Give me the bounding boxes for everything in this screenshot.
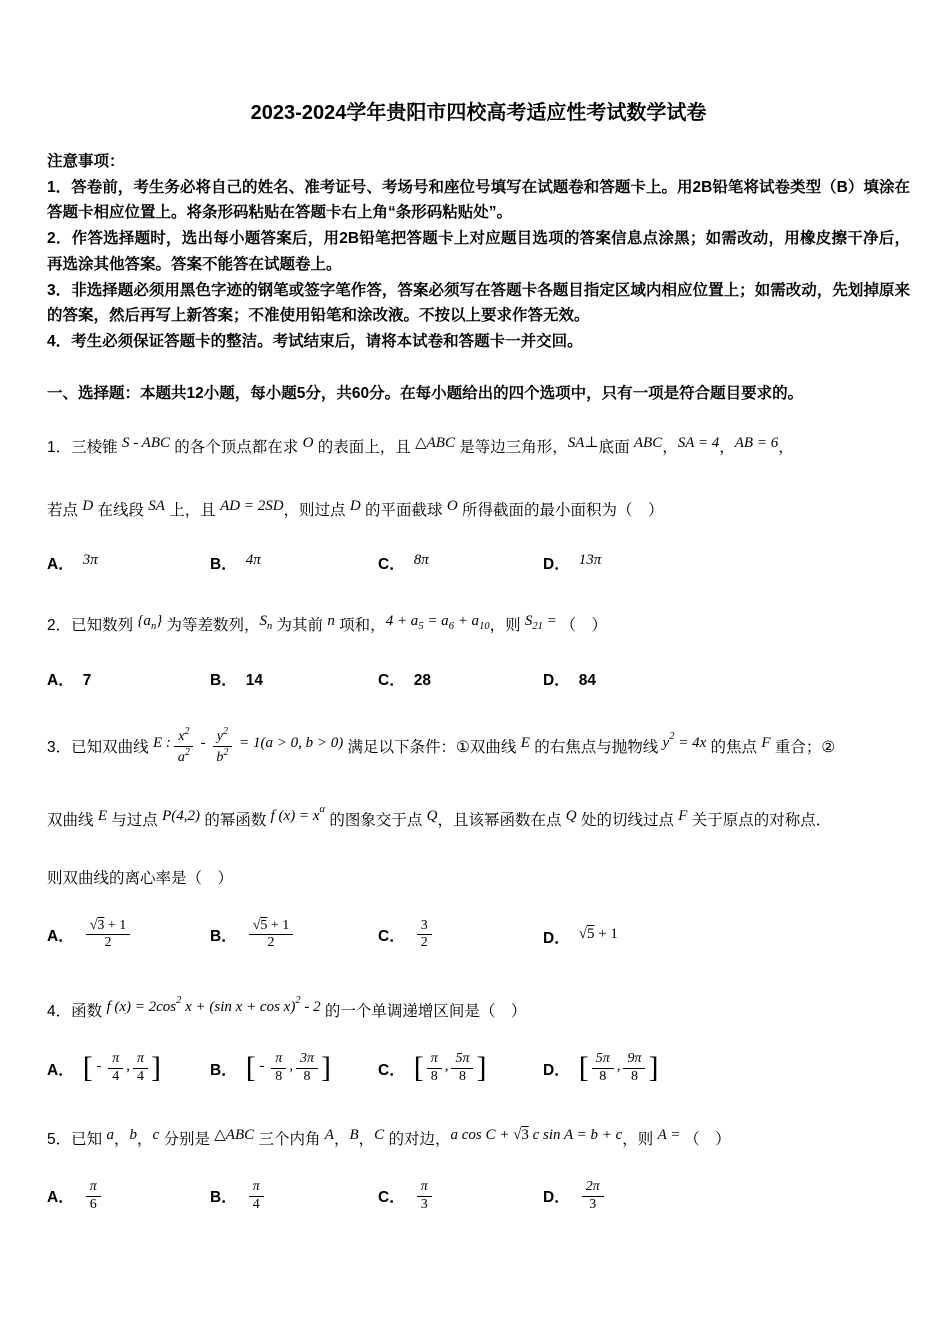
- math-fraction: [296, 1051, 318, 1086]
- notice-item-4: 4．考生必须保证答题卡的整洁。考试结束后，请将本试卷和答题卡一并交回。: [47, 333, 583, 351]
- question-5-options: [47, 1178, 910, 1216]
- math-text: 8: [303, 1069, 311, 1085]
- option-label-b: B．: [210, 1189, 237, 1207]
- math-text: ]: [320, 1050, 331, 1084]
- math-text: [: [245, 1050, 256, 1084]
- math-text: c sin A = b + c: [528, 1126, 623, 1143]
- math-fraction: [212, 726, 232, 767]
- fraction-numerator: [271, 1051, 286, 1069]
- math-text: x: [178, 729, 185, 745]
- math-text: O: [302, 435, 314, 452]
- math-text: 13π: [578, 552, 602, 569]
- option-label-c: C．: [378, 1189, 405, 1207]
- math-text: n: [267, 621, 273, 633]
- fraction-numerator: [249, 918, 294, 936]
- math-text: D: [82, 498, 94, 515]
- math-text: 4: [112, 1069, 120, 1085]
- fraction-numerator: [623, 1051, 645, 1069]
- math-text: O: [446, 498, 458, 515]
- math-text: b: [129, 1126, 137, 1143]
- option-label-d: D．: [543, 556, 570, 574]
- radical-sign: √: [578, 925, 587, 942]
- math-text: 8π: [413, 552, 429, 569]
- notice-item-3: 3．非选择题必须用黑色字迹的钢笔或签字笔作答，答案必须写在答题卡各题目指定区域内相应位置上；如需改动，先划掉原来的答案，然后再写上新答案；不准使用铅笔和涂改液。不按以上要求作答无效。: [47, 281, 910, 325]
- math-text: F: [678, 807, 688, 824]
- option-label-a: A．: [47, 928, 74, 946]
- option-label-d: D．: [543, 1189, 570, 1207]
- math-text: π: [275, 1051, 283, 1067]
- question-3-option-b: [210, 917, 378, 955]
- radical-sign: √: [513, 1126, 522, 1143]
- notice-heading: 注意事项：: [47, 153, 125, 170]
- math-text: 6: [448, 621, 454, 633]
- math-text: 5: [260, 917, 268, 933]
- fraction-numerator: [451, 1051, 473, 1069]
- fraction-numerator: [417, 918, 432, 936]
- question-3: [47, 720, 910, 954]
- math-text: -: [196, 735, 210, 752]
- math-sqrt: [579, 926, 595, 942]
- fraction-denominator: [133, 1069, 148, 1086]
- option-value-b: [246, 672, 263, 689]
- math-text: - 2: [300, 999, 321, 1016]
- math-text: ,: [289, 1057, 293, 1074]
- fraction-denominator: [212, 747, 232, 767]
- fraction-denominator: [627, 1069, 642, 1086]
- option-value-d: [578, 552, 602, 573]
- math-text: 28: [413, 672, 431, 690]
- math-text: 5π: [455, 1051, 470, 1067]
- option-label-c: C．: [378, 1061, 405, 1079]
- math-text: c: [152, 1126, 160, 1143]
- math-fraction: [86, 918, 131, 953]
- fraction-denominator: [101, 935, 116, 952]
- math-sqrt: [513, 1127, 529, 1143]
- math-text: -: [92, 1057, 106, 1074]
- math-fraction: [174, 726, 194, 767]
- math-text: = 1(a > 0, b > 0): [235, 735, 344, 752]
- math-fraction: [592, 1051, 614, 1086]
- math-fraction: [451, 1051, 473, 1086]
- math-fraction: [271, 1051, 286, 1086]
- option-label-c: C．: [378, 556, 405, 574]
- math-text: D: [349, 498, 361, 515]
- math-text: + 1: [594, 925, 618, 942]
- question-4-option-d: [543, 1050, 659, 1088]
- math-text: a: [106, 1126, 114, 1143]
- section-heading: 一、选择题：本题共12小题，每小题5分，共60分。在每小题给出的四个选项中，只有一项是符合题目要求的。: [47, 384, 804, 402]
- radical-sign: √: [252, 917, 261, 933]
- math-text: 2: [222, 726, 228, 738]
- fraction-denominator: [595, 1069, 610, 1086]
- math-text: 5π: [595, 1051, 610, 1067]
- math-text: =: [542, 613, 561, 630]
- fraction-numerator: [296, 1051, 318, 1069]
- math-text: 3: [521, 1126, 529, 1143]
- math-text: π: [89, 1178, 97, 1194]
- fraction-denominator: [299, 1069, 314, 1086]
- notice-item-2: 2．作答选择题时，选出每小题答案后，用2B铅笔把答题卡上对应题目选项的答案信息点涂黑；如需改动，用橡皮擦干净后，再选涂其他答案。答案不能答在试题卷上。: [47, 230, 910, 273]
- math-fraction: [417, 918, 432, 953]
- fraction-denominator: [427, 1069, 442, 1086]
- math-fraction: [582, 1179, 604, 1214]
- question-1-option-c: [378, 552, 543, 574]
- math-text: S - ABC: [121, 435, 170, 452]
- question-2-line-1: 2．已知数列 {an} 为等差数列，Sn 为其前 n 项和，4 + a5 = a6 + a10，则 S21 = （ ）: [47, 613, 608, 635]
- math-text: 3: [97, 917, 105, 933]
- math-text: + 1: [267, 917, 290, 933]
- math-text: 2: [267, 935, 275, 951]
- math-sqrt: [90, 918, 105, 933]
- question-2-option-d: [543, 668, 596, 690]
- radical-sign: √: [89, 917, 98, 933]
- math-text: 3: [420, 1196, 428, 1212]
- math-sqrt: [253, 918, 268, 933]
- math-text: π: [420, 1178, 428, 1194]
- math-text: a cos C +: [450, 1126, 514, 1143]
- fraction-numerator: [174, 726, 193, 747]
- option-label-a: A．: [47, 556, 74, 574]
- fraction-numerator: [86, 1179, 101, 1197]
- option-value-a: [83, 672, 92, 689]
- math-text: 21: [532, 621, 543, 633]
- radicand: [521, 1127, 529, 1143]
- question-4-option-a: [47, 1050, 210, 1088]
- option-label-a: A．: [47, 1061, 74, 1079]
- math-text: n: [327, 613, 335, 630]
- question-2-options: [47, 668, 910, 690]
- option-value-a: [83, 917, 134, 951]
- fraction-denominator: [249, 1197, 264, 1214]
- math-text: Q: [426, 807, 438, 824]
- fraction-denominator: [455, 1069, 470, 1086]
- option-value-a: [82, 552, 98, 573]
- math-fraction: [417, 1179, 432, 1214]
- math-text: y: [662, 735, 670, 752]
- fraction-numerator: [133, 1051, 148, 1069]
- math-text: 2: [223, 746, 229, 758]
- question-1-option-d: [543, 552, 601, 574]
- math-text: 2: [176, 995, 182, 1007]
- math-text: 2π: [585, 1178, 600, 1194]
- math-text: 8: [430, 1069, 438, 1085]
- question-3-option-a: [47, 917, 210, 955]
- question-5-line-1: 5．已知 a，b，c 分别是 △ABC 三个内角 A，B，C 的对边，a cos C + √3 c sin A = b + c，则 A = （ ）: [47, 1126, 731, 1148]
- math-text: 4: [252, 1196, 260, 1212]
- fraction-denominator: [417, 1197, 432, 1214]
- math-text: 2: [420, 935, 428, 951]
- question-1: [47, 426, 910, 574]
- math-text: SA = 4: [677, 435, 720, 452]
- option-label-b: B．: [210, 1061, 237, 1079]
- math-fraction: [108, 1051, 123, 1086]
- math-text: P(4,2): [162, 807, 201, 824]
- fraction-denominator: [271, 1069, 286, 1086]
- fraction-numerator: [213, 726, 232, 747]
- option-value-a: [83, 1178, 104, 1212]
- math-text: △ABC: [415, 435, 455, 452]
- math-text: n: [150, 621, 157, 633]
- math-text: π: [136, 1051, 144, 1067]
- question-1-line-2: 若点 D 在线段 SA 上，且 AD = 2SD，则过点 D 的平面截球 O 所得截面的最小面积为（ ）: [47, 498, 664, 520]
- math-text: S: [524, 613, 533, 630]
- math-fraction: [623, 1051, 645, 1086]
- math-text: AD = 2SD: [220, 498, 284, 515]
- fraction-numerator: [86, 918, 131, 936]
- math-text: 4: [136, 1069, 144, 1085]
- math-text: 3: [420, 917, 428, 933]
- math-text: = 4x: [674, 735, 707, 752]
- question-2-option-a: [47, 668, 210, 690]
- math-text: 10: [479, 621, 490, 633]
- fraction-denominator: [86, 1197, 101, 1214]
- fraction-denominator: [585, 1197, 600, 1214]
- math-text: }: [156, 613, 163, 630]
- option-label-d: D．: [543, 672, 570, 690]
- math-text: π: [112, 1051, 120, 1067]
- fraction-denominator: [108, 1069, 123, 1086]
- math-text: 5: [418, 621, 424, 633]
- math-text: AB = 6: [734, 435, 779, 452]
- fraction-numerator: [108, 1051, 123, 1069]
- math-text: 7: [82, 672, 92, 690]
- math-text: α: [319, 803, 326, 815]
- fraction-denominator: [264, 935, 279, 952]
- math-text: -: [255, 1057, 269, 1074]
- math-text: 3π: [299, 1051, 314, 1067]
- math-text: π: [430, 1051, 438, 1067]
- option-value-c: [414, 672, 431, 689]
- fraction-denominator: [417, 935, 432, 952]
- option-label-b: B．: [210, 672, 237, 690]
- math-text: 4 + a: [385, 613, 419, 630]
- math-text: y: [216, 729, 223, 745]
- question-1-option-a: [47, 552, 210, 574]
- math-text: 2: [104, 935, 112, 951]
- math-text: b: [216, 749, 224, 765]
- question-4-option-c: [378, 1050, 543, 1088]
- fraction-numerator: [592, 1051, 614, 1069]
- question-3-option-d: [543, 926, 618, 948]
- question-4: [47, 984, 910, 1088]
- math-text: ,: [126, 1057, 130, 1074]
- math-text: + 1: [104, 917, 127, 933]
- math-text: A =: [657, 1126, 685, 1143]
- fraction-numerator: [417, 1179, 432, 1197]
- math-text: 2: [184, 746, 190, 758]
- math-text: B: [349, 1126, 359, 1143]
- question-1-option-b: [210, 552, 378, 574]
- notice-section: [47, 149, 910, 355]
- math-text: Q: [565, 807, 577, 824]
- option-value-b: [246, 917, 297, 951]
- option-value-a: [82, 1050, 161, 1085]
- math-text: ,: [444, 1057, 449, 1074]
- option-value-d: [578, 925, 618, 947]
- math-text: 8: [458, 1069, 466, 1085]
- math-text: f (x) = x: [270, 807, 320, 824]
- option-label-d: D．: [543, 929, 570, 947]
- math-text: [: [578, 1050, 589, 1084]
- option-label-c: C．: [378, 672, 405, 690]
- math-fraction: [249, 918, 294, 953]
- fraction-denominator: [174, 747, 194, 767]
- math-text: F: [761, 735, 771, 752]
- fraction-numerator: [249, 1179, 264, 1197]
- math-text: ,: [616, 1057, 621, 1074]
- math-fraction: [427, 1051, 442, 1086]
- option-value-b: [245, 552, 261, 573]
- question-2-option-c: [378, 668, 543, 690]
- question-3-line-1: 3．已知双曲线 E : $\frac{x^2}{a^2}$ - $\frac{y^2}{b^2}$ = 1(a > 0, b > 0) 满足以下条件：①双曲线 E 的右焦点与抛物线 $y^2 = 4x$ 的焦点 F 重合；②: [47, 726, 836, 765]
- fraction-numerator: [427, 1051, 442, 1069]
- option-label-a: A．: [47, 1189, 74, 1207]
- option-label-a: A．: [47, 672, 74, 690]
- question-3-options: [47, 917, 910, 955]
- question-3-option-c: [378, 917, 543, 955]
- math-text: 8: [630, 1069, 638, 1085]
- option-value-c: [413, 552, 429, 573]
- option-label-b: B．: [210, 556, 237, 574]
- question-1-line-1: 1．三棱锥 S - ABC 的各个顶点都在求 O 的表面上，且 △ABC 是等边三角形，SA⊥底面 ABC，SA = 4，AB = 6，: [47, 435, 794, 457]
- option-value-b: [246, 1178, 267, 1212]
- option-value-c: [414, 1178, 435, 1212]
- math-text: C: [374, 1126, 385, 1143]
- math-text: x + (sin x + cos x): [181, 999, 296, 1016]
- question-4-options: [47, 1050, 910, 1088]
- math-text: SA⊥: [567, 435, 599, 452]
- question-4-option-b: [210, 1050, 378, 1088]
- math-text: 9π: [627, 1051, 642, 1067]
- question-2-option-b: [210, 668, 378, 690]
- math-text: A: [324, 1126, 334, 1143]
- math-text: 2: [295, 995, 301, 1007]
- math-text: E :: [152, 735, 171, 752]
- question-4-line-1: 4．函数 f $(x) = 2\cos^2$ x + (sin x + cos x)$^2$ - 2 的一个单调递增区间是（ ）: [47, 995, 527, 1021]
- math-text: E: [97, 807, 107, 824]
- math-text: [: [413, 1050, 424, 1084]
- question-5-option-a: [47, 1178, 210, 1216]
- question-3-line-2: 双曲线 E 与过点 P(4,2) 的幂函数 f $(x) = x^\alpha$ 的图象交于点 Q，且该幂函数在点 Q 处的切线过点 F 关于原点的对称点．: [47, 803, 832, 829]
- option-label-b: B．: [210, 928, 237, 946]
- question-1-options: [47, 552, 910, 574]
- math-text: S: [259, 613, 267, 630]
- math-text: ]: [648, 1050, 659, 1084]
- math-text: = a: [423, 613, 449, 630]
- question-5-option-c: [378, 1178, 543, 1216]
- math-text: ]: [476, 1050, 487, 1084]
- fraction-numerator: [582, 1179, 604, 1197]
- math-text: 5: [586, 925, 595, 942]
- math-fraction: [133, 1051, 148, 1086]
- notice-item-1: 1．答卷前，考生务必将自己的姓名、准考证号、考场号和座位号填写在试题卷和答题卡上。用2B铅笔将试卷类型（B）填涂在答题卡相应位置上。将条形码粘贴在答题卡右上角“条形码粘贴处”。: [47, 178, 910, 222]
- math-fraction: [249, 1179, 264, 1214]
- option-value-d: [579, 672, 596, 689]
- math-text: [: [82, 1050, 93, 1084]
- option-label-d: D．: [543, 1061, 570, 1079]
- math-text: {a: [137, 613, 151, 630]
- math-text: 6: [89, 1196, 97, 1212]
- math-text: a: [177, 749, 185, 765]
- math-text: △ABC: [214, 1126, 255, 1143]
- math-text: ]: [150, 1050, 161, 1084]
- math-text: ABC: [633, 435, 663, 452]
- math-text: 8: [599, 1069, 607, 1085]
- math-text: 2: [184, 726, 190, 738]
- math-text: 84: [578, 672, 596, 690]
- question-2: [47, 604, 910, 690]
- math-text: 3: [589, 1196, 597, 1212]
- question-5: [47, 1118, 910, 1216]
- question-5-option-b: [210, 1178, 378, 1216]
- page-title: 2023-2024学年贵阳市四校高考适应性考试数学试卷: [250, 102, 707, 124]
- math-text: 8: [275, 1069, 283, 1085]
- question-3-line-3: 则双曲线的离心率是（ ）: [47, 869, 234, 887]
- math-text: π: [252, 1178, 260, 1194]
- option-label-c: C．: [378, 928, 405, 946]
- option-value-c: [414, 917, 435, 951]
- question-5-option-d: [543, 1178, 607, 1216]
- math-text: f (x) = 2cos: [106, 999, 177, 1016]
- math-text: 3π: [82, 552, 98, 569]
- math-fraction: [86, 1179, 101, 1214]
- math-text: + a: [453, 613, 480, 630]
- math-text: 4π: [245, 552, 261, 569]
- math-text: E: [520, 735, 530, 752]
- math-text: 2: [669, 731, 675, 743]
- math-text: 14: [245, 672, 263, 690]
- math-text: SA: [148, 498, 165, 515]
